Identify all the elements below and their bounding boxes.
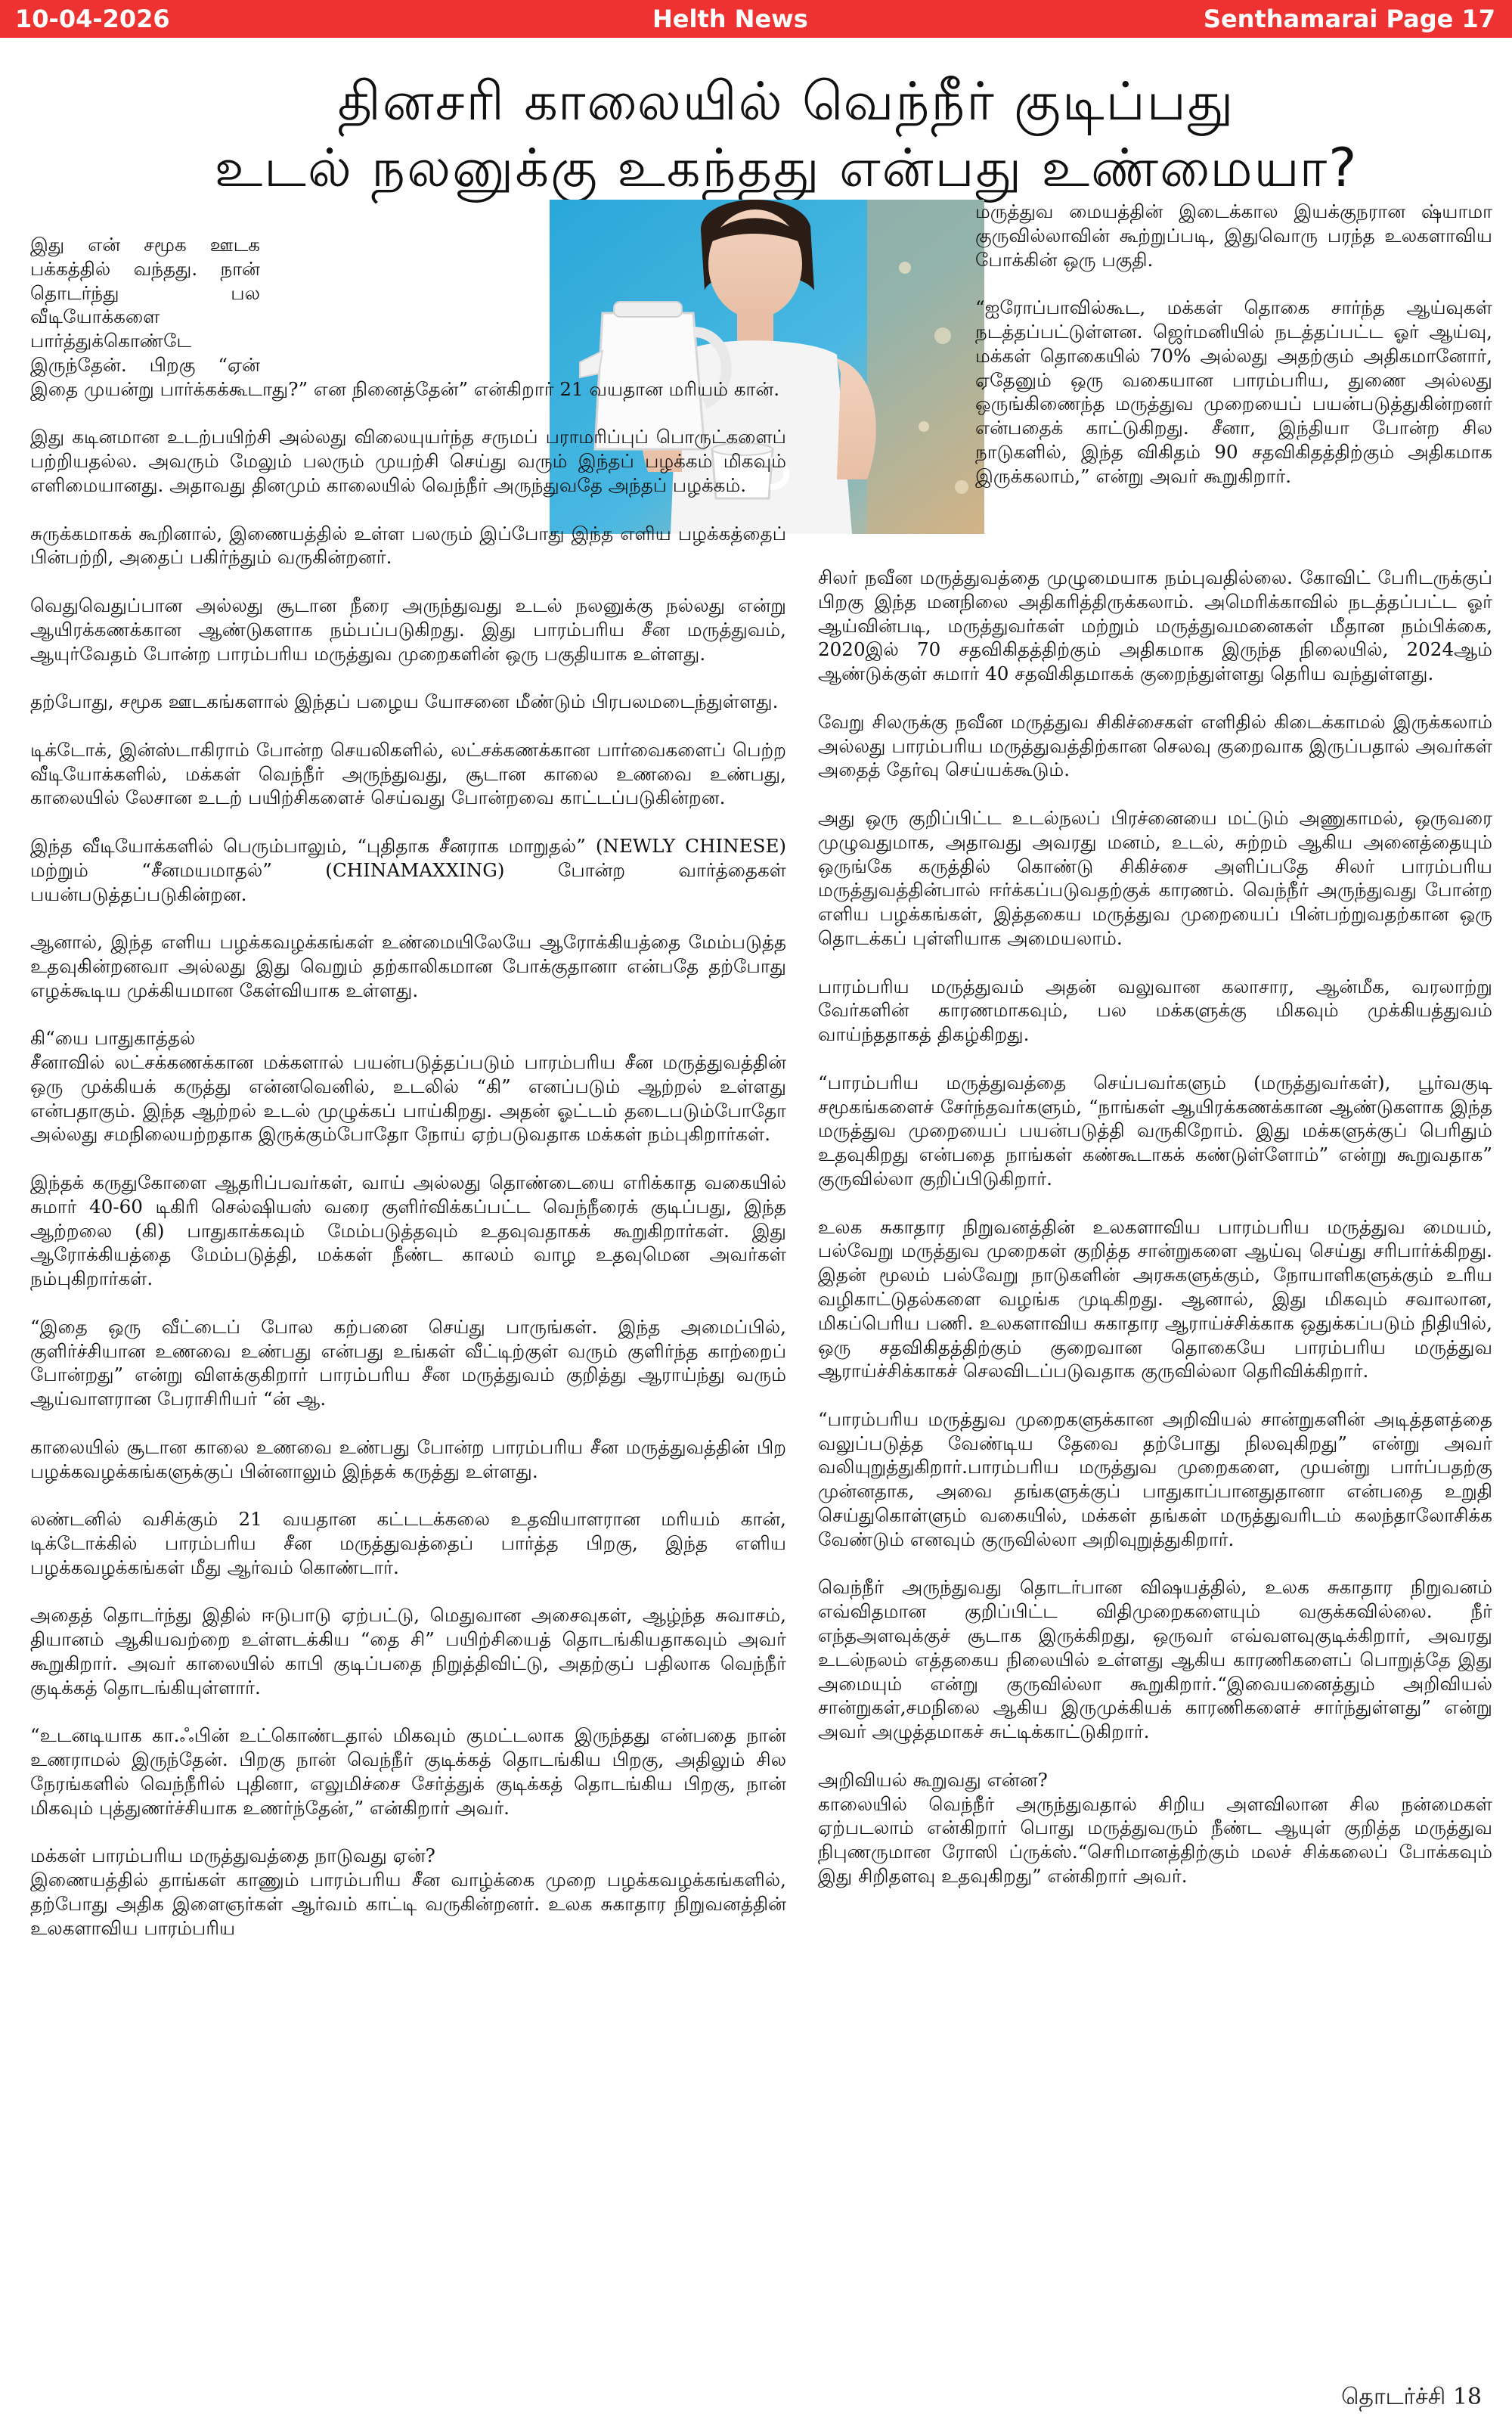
subheading: கி“யை பாதுகாத்தல் (30, 1027, 196, 1050)
paragraph: மருத்துவ மையத்தின் இடைக்கால இயக்குநரான ஷ்யாமா குருவில்லாவின் கூற்றுப்படி, இதுவொரு பரந்த உலகளாவிய போக்கின் ஒரு பகுதி. (975, 200, 1492, 271)
headline-line-1: தினசரி காலையில் வெந்நீர் குடிப்பது (337, 70, 1235, 132)
paragraph: “உடனடியாக கா.ஃபின் உட்கொண்டதால் மிகவும் குமட்டலாக இருந்தது என்பதை நான் உணராமல் இருந்தேன். பிறகு நான் வெந்நீர் குடிக்கத் தொடங்கிய பிறகு, அதிலும் சில நேரங்களில் வெந்நீரில் புதினா, எலுமிச்சை சேர்த்துக் குடிக்கத் தொடங்கிய பிறகு, நான் மிகவும் புத்துணர்ச்சியாக உணர்ந்தேன்,” என்கிறார் அவர். (30, 1724, 786, 1819)
paragraph: சுருக்கமாகக் கூறினால், இணையத்தில் உள்ள பலரும் இப்போது இந்த எளிய பழக்கத்தைப் பின்பற்றி, அதைப் பகிர்ந்தும் வருகின்றனர். (30, 522, 786, 569)
paragraph: அதைத் தொடர்ந்து இதில் ஈடுபாடு ஏற்பட்டு, மெதுவான அசைவுகள், ஆழ்ந்த சுவாசம், தியானம் ஆகியவற்றை உள்ளடக்கிய “தை சி” பயிற்சியைத் தொடங்கியதாகவும் அவர் கூறுகிறார். அவர் காலையில் காபி குடிப்பதை நிறுத்திவிட்டு, அதற்குப் பதிலாக வெந்நீர் குடிக்கத் தொடங்கியுள்ளார். (30, 1604, 786, 1699)
paragraph: டிக்டோக், இன்ஸ்டாகிராம் போன்ற செயலிகளில், லட்சக்கணக்கான பார்வைகளைப் பெற்ற வீடியோக்களில், மக்கள் வெந்நீர் அருந்துவது, சூடான காலை உணவை உண்பது, காலையில் லேசான உடற் பயிற்சிகளைச் செய்வது போன்றவை காட்டப்படுகின்றன. (30, 738, 786, 809)
paragraph: அது ஒரு குறிப்பிட்ட உடல்நலப் பிரச்னையை மட்டும் அணுகாமல், ஒருவரை முழுவதுமாக, அதாவது அவரது மனம், உடல், சுற்றம் ஆகிய அனைத்தையும் ஒருங்கே கருத்தில் கொண்டு சிகிச்சை அளிப்பதே சிலர் பாரம்பரிய மருத்துவத்தின்பால் ஈர்க்கப்படுவதற்குக் காரணம். வெந்நீர் அருந்துவது போன்ற எளிய பழக்கங்கள், இத்தகைய மருத்துவ முறையைப் பின்பற்றுவதற்கான ஒரு தொடக்கப் புள்ளியாக அமையலாம். (818, 806, 1492, 949)
paragraph: வேறு சிலருக்கு நவீன மருத்துவ சிகிச்சைகள் எளிதில் கிடைக்காமல் இருக்கலாம் அல்லது பாரம்பரிய மருத்துவத்திற்கான செலவு குறைவாக இருப்பதால் அவர்கள் அதைத் தேர்வு செய்யக்கூடும். (818, 710, 1492, 781)
paragraph: சிலர் நவீன மருத்துவத்தை முழுமையாக நம்புவதில்லை. கோவிட் பேரிடருக்குப் பிறகு இந்த மனநிலை அதிகரித்திருக்கலாம். அமெரிக்காவில் நடத்தப்பட்ட ஓர் ஆய்வின்படி, மருத்துவர்கள் மற்றும் மருத்துவமனைகள் மீதான நம்பிக்கை, 2020இல் 70 சதவிகிதத்திற்கும் அதிகமாக இருந்த நிலையில், 2024ஆம் ஆண்டுக்குள் சுமார் 40 சதவிகிதமாகக் குறைந்துள்ளது தெரிய வந்துள்ளது. (818, 566, 1492, 685)
section-title: Helth News (652, 5, 808, 33)
paragraph: வெதுவெதுப்பான அல்லது சூடான நீரை அருந்துவது உடல் நலனுக்கு நல்லது என்று ஆயிரக்கணக்கான ஆண்டுகளாக நம்பப்படுகிறது. இது பாரம்பரிய சீன மருத்துவம், ஆயுர்வேதம் போன்ற பாரம்பரிய மருத்துவ முறைகளின் ஒரு பகுதியாக உள்ளது. (30, 594, 786, 665)
page-label: Senthamarai Page 17 (1203, 5, 1495, 33)
paragraph: லண்டனில் வசிக்கும் 21 வயதான கட்டடக்கலை உதவியாளரான மரியம் கான், டிக்டோக்கில் பாரம்பரிய சீன மருத்துவத்தைப் பார்த்த பிறகு, இந்த எளிய பழக்கவழக்கங்கள் மீது ஆர்வம் கொண்டார். (30, 1508, 786, 1578)
paragraph: இது கடினமான உடற்பயிற்சி அல்லது விலையுயர்ந்த சருமப் பராமரிப்புப் பொருட்களைப் பற்றியதல்ல. அவரும் மேலும் பலரும் முயற்சி செய்து வரும் இந்தப் பழக்கம் மிகவும் எளிமையானது. அதாவது தினமும் காலையில் வெந்நீர் அருந்துவதே அந்தப் பழக்கம். (30, 426, 786, 496)
paragraph: உலக சுகாதார நிறுவனத்தின் உலகளாவிய பாரம்பரிய மருத்துவ மையம், பல்வேறு மருத்துவ முறைகள் குறித்த சான்றுகளை ஆய்வு செய்து சரிபார்க்கிறது. இதன் மூலம் பல்வேறு நாடுகளின் அரசுகளுக்கும், நோயாளிகளுக்கும் உரிய வழிகாட்டுதல்களை வழங்க முடிகிறது. ஆனால், இது மிகவும் சவாலான, மிகப்பெரிய பணி. உலகளாவிய சுகாதார ஆராய்ச்சிக்காக ஒதுக்கப்படும் நிதியில், ஒரு சதவிகிதத்திற்கும் குறைவான தொகையே பாரம்பரிய மருத்துவ ஆராய்ச்சிக்காகச் செலவிடப்படுவதாக குருவில்லா தெரிவிக்கிறார். (818, 1215, 1492, 1382)
right-column-top (975, 200, 1492, 512)
paragraph: இது என் சமூக ஊடக பக்கத்தில் வந்தது. நான் தொடர்ந்து பல வீடியோக்களை பார்த்துக்கொண்டே இருந்தேன். பிறகு “ஏன் இதை முயன்று பார்க்கக்கூடாது?” என நினைத்தேன்” என்கிறார் 21 வயதான மரியம் கான். (30, 234, 780, 400)
paragraph: இந்தக் கருதுகோளை ஆதரிப்பவர்கள், வாய் அல்லது தொண்டையை எரிக்காத வகையில் சுமார் 40-60 டிகிரி செல்ஷியஸ் வரை குளிர்விக்கப்பட்ட வெந்நீரைக் குடிப்பது, இந்த ஆற்றலை (கி) பாதுகாக்கவும் மேம்படுத்தவும் உதவுவதாகக் கூறுகிறார்கள். இது ஆரோக்கியத்தை மேம்படுத்தி, மக்கள் நீண்ட காலம் வாழ உதவுமென அவர்கள் நம்புகிறார்கள். (30, 1171, 786, 1290)
paragraph: சீனாவில் லட்சக்கணக்கான மக்களால் பயன்படுத்தப்படும் பாரம்பரிய சீன மருத்துவத்தின் ஒரு முக்கியக் கருத்து என்னவெனில், உடலில் “கி” எனப்படும் ஆற்றல் உள்ளது என்பதாகும். இந்த ஆற்றல் உடல் முழுக்கப் பாய்கிறது. அதன் ஓட்டம் தடைபடும்போதோ அல்லது சமநிலையற்றதாக இருக்கும்போதோ நோய் ஏற்படுவதாக மக்கள் நம்புகிறார்கள். (30, 1051, 786, 1146)
issue-date: 10-04-2026 (15, 5, 170, 33)
right-column (818, 566, 1492, 1913)
paragraph: காலையில் வெந்நீர் அருந்துவதால் சிறிய அளவிலான சில நன்மைகள் ஏற்படலாம் என்கிறார் பொது மருத்துவரும் நீண்ட ஆயுள் குறித்த மருத்துவ நிபுணருமான ரோஸி ப்ருக்ஸ்.“செரிமானத்திற்கும் மலச் சிக்கலைப் போக்கவும் இது சிறிதளவு உதவுகிறது” என்கிறார் அவர். (818, 1792, 1492, 1888)
paragraph: இந்த வீடியோக்களில் பெரும்பாலும், “புதிதாக சீனராக மாறுதல்” (NEWLY CHINESE) மற்றும் “சீனமயமாதல்” (CHINAMAXXING) போன்ற வார்த்தைகள் பயன்படுத்தப்படுகின்றன. (30, 834, 786, 905)
subheading: அறிவியல் கூறுவது என்ன? (818, 1768, 1048, 1791)
paragraph: “இதை ஒரு வீட்டைப் போல கற்பனை செய்து பாருங்கள். இந்த அமைப்பில், குளிர்ச்சியான உணவை உண்பது என்பது உங்கள் வீட்டிற்குள் வரும் குளிர்ந்த காற்றைப் போன்றது” என்று விளக்குகிறார் பாரம்பரிய சீன மருத்துவம் குறித்து ஆராய்ந்து வரும் ஆய்வாளரான பேராசிரியர் “ன் ஆ. (30, 1315, 786, 1410)
paragraph: பாரம்பரிய மருத்துவம் அதன் வலுவான கலாசார, ஆன்மீக, வரலாற்று வேர்களின் காரணமாகவும், பல மக்களுக்கு மிகவும் முக்கியத்துவம் வாய்ந்ததாகத் திகழ்கிறது. (818, 975, 1492, 1046)
continuation-note: தொடர்ச்சி 18 (1341, 2384, 1482, 2410)
subheading: மக்கள் பாரம்பரிய மருத்துவத்தை நாடுவது ஏன்? (30, 1844, 435, 1867)
headline-line-2: உடல் நலனுக்கு உகந்தது என்பது உண்மையா? (214, 137, 1359, 199)
header-bar (0, 0, 1512, 38)
article-headline (106, 68, 1467, 201)
paragraph: “பாரம்பரிய மருத்துவ முறைகளுக்கான அறிவியல் சான்றுகளின் அடித்தளத்தை வலுப்படுத்த வேண்டிய தேவை தற்போது நிலவுகிறது” என்று அவர் வலியுறுத்துகிறார்.பாரம்பரிய மருத்துவ முறைகளை, முயன்று பார்ப்பதற்கு முன்னதாக, அவை தங்களுக்குப் பாதுகாப்பானதுதானா என்பதை உறுதி செய்துகொள்ளும் வகையில், மக்கள் தங்கள் மருத்துவரிடம் கலந்தாலோசிக்க வேண்டும் எனவும் குருவில்லா அறிவுறுத்துகிறார். (818, 1407, 1492, 1550)
paragraph: “பாரம்பரிய மருத்துவத்தை செய்பவர்களும் (மருத்துவர்கள்), பூர்வகுடி சமூகங்களைச் சேர்ந்தவர்களும், “நாங்கள் ஆயிரக்கணக்கான ஆண்டுகளாக இந்த மருத்துவ முறையைப் பயன்படுத்தி வருகிறோம். இது மக்களுக்குப் பெரிதும் உதவுகிறது என்பதை நாங்கள் கண்கூடாகக் கண்டுள்ளோம்” என்று கூறுவதாக” குருவில்லா குறிப்பிடுகிறார். (818, 1071, 1492, 1190)
paragraph: வெந்நீர் அருந்துவது தொடர்பான விஷயத்தில், உலக சுகாதார நிறுவனம் எவ்விதமான குறிப்பிட்ட விதிமுறைகளையும் வகுக்கவில்லை. நீர் எந்தஅளவுக்குச் சூடாக இருக்கிறது, ஒருவர் எவ்வளவுகுடிக்கிறார், அவரது உடல்நலம் எத்தகைய நிலையில் உள்ளது ஆகிய காரணிகளைப் பொறுத்தே இது அமையும் என்று குருவில்லா கூறுகிறார்.“இவையனைத்தும் அறிவியல் சான்றுகள்,சமநிலை ஆகிய இருமுக்கியக் காரணிகளைச் சார்ந்துள்ளது” என்று அவர் அழுத்தமாகச் சுட்டிக்காட்டுகிறார். (818, 1576, 1492, 1743)
paragraph: தற்போது, சமூக ஊடகங்களால் இந்தப் பழைய யோசனை மீண்டும் பிரபலமடைந்துள்ளது. (30, 690, 779, 713)
left-column (30, 233, 786, 1964)
paragraph: ஆனால், இந்த எளிய பழக்கவழக்கங்கள் உண்மையிலேயே ஆரோக்கியத்தை மேம்படுத்த உதவுகின்றனவா அல்லது இது வெறும் தற்காலிகமான போக்குதானா என்பதே தற்போது எழக்கூடிய முக்கியமான கேள்வியாக உள்ளது. (30, 931, 786, 1001)
paragraph: இணையத்தில் தாங்கள் காணும் பாரம்பரிய சீன வாழ்க்கை முறை பழக்கவழக்கங்களில், தற்போது அதிக இளைஞர்கள் ஆர்வம் காட்டி வருகின்றனர். உலக சுகாதார நிறுவனத்தின் உலகளாவிய பாரம்பரிய (30, 1869, 786, 1939)
paragraph: காலையில் சூடான காலை உணவை உண்பது போன்ற பாரம்பரிய சீன மருத்துவத்தின் பிற பழக்கவழக்கங்களுக்குப் பின்னாலும் இந்தக் கருத்து உள்ளது. (30, 1435, 786, 1482)
paragraph: “ஐரோப்பாவில்கூட, மக்கள் தொகை சார்ந்த ஆய்வுகள் நடத்தப்பட்டுள்ளன. ஜெர்மனியில் நடத்தப்பட்ட ஓர் ஆய்வு, மக்கள் தொகையில் 70% அல்லது அதற்கும் அதிகமானோர், ஏதேனும் ஒரு வகையான பாரம்பரிய, துணை அல்லது ஒருங்கிணைந்த மருத்துவ முறையைப் பயன்படுத்துகின்றனர் என்பதைக் காட்டுகிறது. சீனா, இந்தியா போன்ற சில நாடுகளில், இந்த விகிதம் 90 சதவிகிதத்திற்கும் அதிகமாக இருக்கலாம்,” என்று அவர் கூறுகிறார். (975, 296, 1492, 487)
